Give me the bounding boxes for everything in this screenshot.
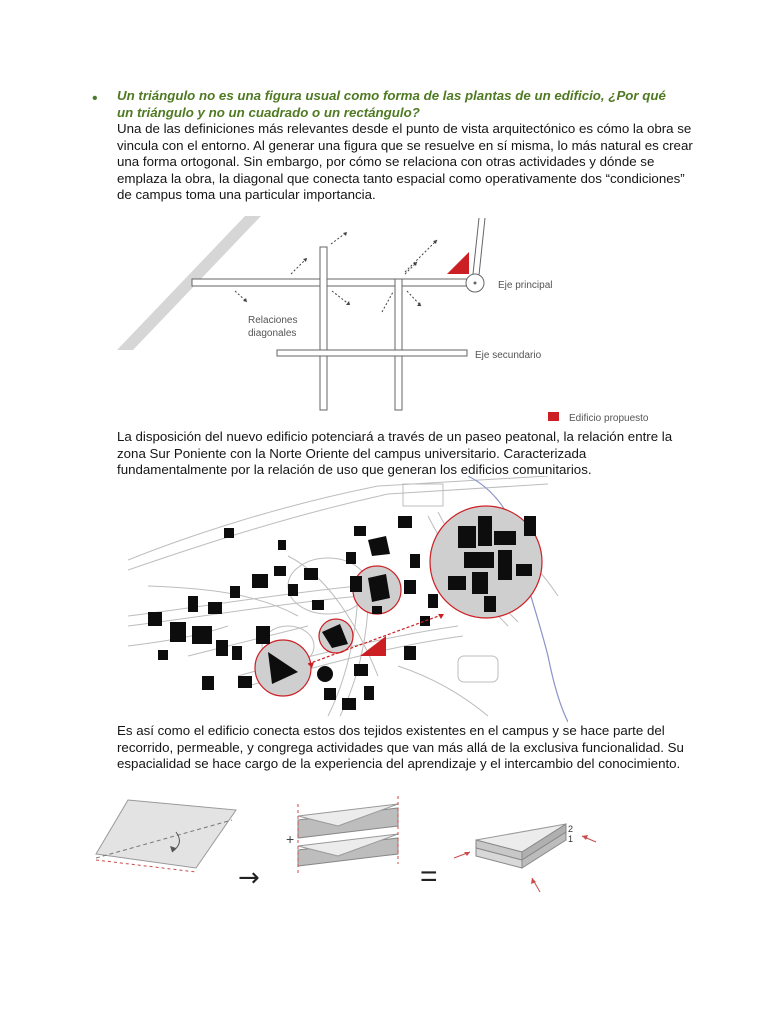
level-2-label: 2 xyxy=(568,824,574,834)
equals-symbol: = xyxy=(420,860,438,893)
two-plates xyxy=(298,796,398,876)
plus-symbol: + xyxy=(286,831,295,847)
label-diagonales: diagonales xyxy=(248,328,297,339)
paragraph-2: La disposición del nuevo edificio potenciará a través de un paseo peatonal, la relación entre la zona Sur Poniente con la Norte Oriente del campus universitario. Caracterizada fundamentalmente por la relación de uso que generan los edificios comunitarios. xyxy=(117,429,673,477)
question-heading: Un triángulo no es una figura usual como forma de las plantas de un edificio, ¿Por qué un triángulo y no un cuadrado o un rectángulo? xyxy=(117,88,666,120)
square-plate xyxy=(96,800,236,868)
label-relaciones: Relaciones xyxy=(248,315,298,326)
arrow-symbol: → xyxy=(238,863,260,893)
triangle-formation-diagram xyxy=(76,780,622,904)
axis-diagram xyxy=(117,212,657,426)
campus-map xyxy=(128,476,568,722)
legend-swatch xyxy=(548,412,559,421)
label-eje-secundario: Eje secundario xyxy=(475,350,542,361)
legend-label: Edificio propuesto xyxy=(569,413,649,424)
main-axis-road xyxy=(192,279,474,286)
vertical-road-1 xyxy=(320,247,327,410)
bullet-point: • xyxy=(92,90,98,107)
paragraph-3: Es así como el edificio conecta estos dos tejidos existentes en el campus y se hace parte del recorrido, permeable, y congrega actividades que van más allá de la exclusiva funcionalidad. Su espacialidad se hace cargo de la experiencia del aprendizaje y el intercambio del conocimiento. xyxy=(117,723,684,771)
paragraph-1: Una de las definiciones más relevantes desde el punto de vista arquitectónico es cómo la obra se vincula con el entorno. Al generar una figura que se resuelve en sí misma, lo más natural es crear una forma ortogonal. Sin embargo, por cómo se relaciona con otras actividades y dónde se emplaza la obra, la diagonal que conecta tanto espacial como operativamente dos “condiciones” de campus toma una particular importancia. xyxy=(117,121,693,202)
secondary-axis-road xyxy=(277,350,467,356)
diagonal-relation-arrows xyxy=(235,232,437,312)
label-eje-principal: Eje principal xyxy=(498,280,553,291)
proposed-building-marker xyxy=(447,252,469,274)
level-1-label: 1 xyxy=(568,834,574,844)
stacked-triangle xyxy=(476,824,566,868)
proposed-building-map xyxy=(360,636,386,656)
vertical-road-2 xyxy=(395,279,402,410)
